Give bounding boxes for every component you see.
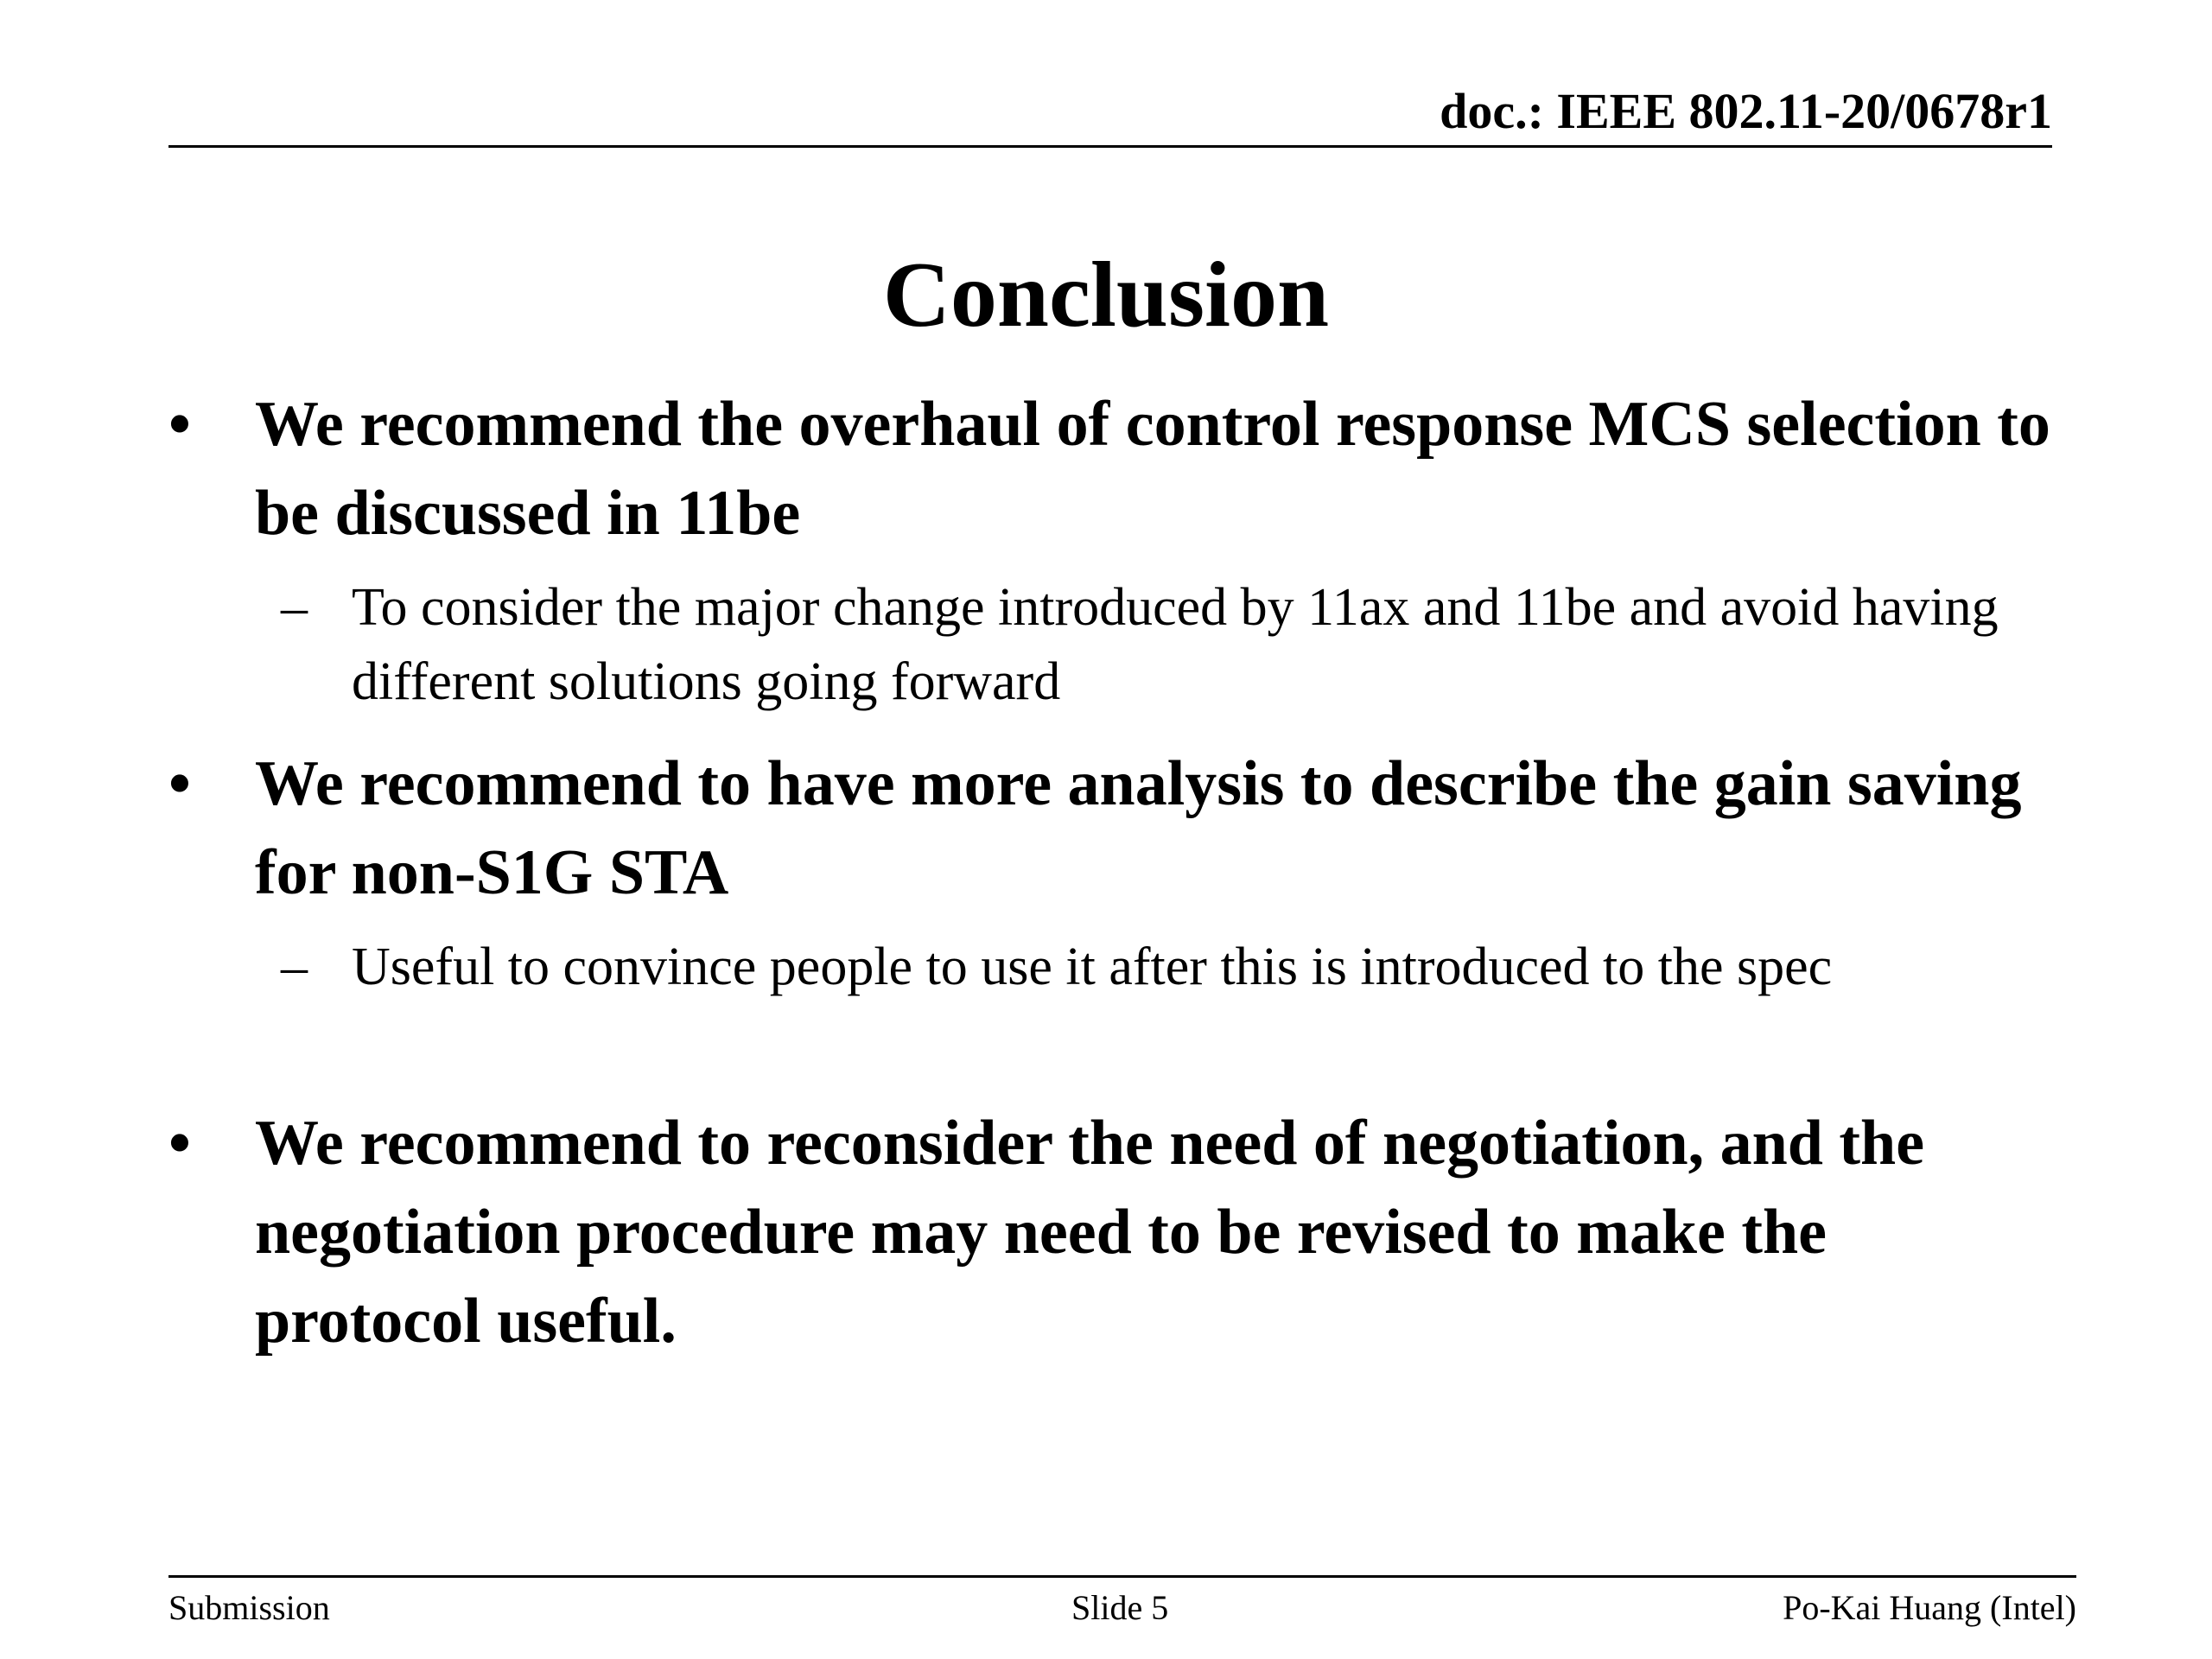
sub-bullet-text: Useful to convince people to use it after this is introduced to the spec (352, 938, 1833, 996)
footer-slide-number: Slide 5 (1071, 1588, 1169, 1627)
document-id: doc.: IEEE 802.11-20/0678r1 (1440, 83, 2052, 139)
bullet-text: We recommend to reconsider the need of negotiation, and the negotiation procedure may need to be revised to make the protocol useful. (255, 1108, 1925, 1357)
sub-bullet-text: To consider the major change introduced by 11ax and 11be and avoid having different solutions going forward (352, 578, 1999, 711)
bullet-marker: • (168, 748, 191, 819)
header-divider (168, 145, 2052, 148)
bullet-marker: • (168, 389, 191, 460)
slide-title: Conclusion (882, 244, 1330, 346)
footer-divider (168, 1575, 2076, 1578)
footer-author: Po-Kai Huang (Intel) (1783, 1588, 2076, 1627)
footer-submission: Submission (168, 1588, 330, 1627)
bullet-marker: • (168, 1108, 191, 1179)
sub-bullet-marker: – (281, 938, 308, 996)
bullet-text: We recommend the overhaul of control response MCS selection to be discussed in 11be (255, 389, 2050, 549)
sub-bullet-marker: – (281, 578, 308, 637)
bullet-text: We recommend to have more analysis to describe the gain saving for non-S1G STA (255, 748, 2022, 908)
